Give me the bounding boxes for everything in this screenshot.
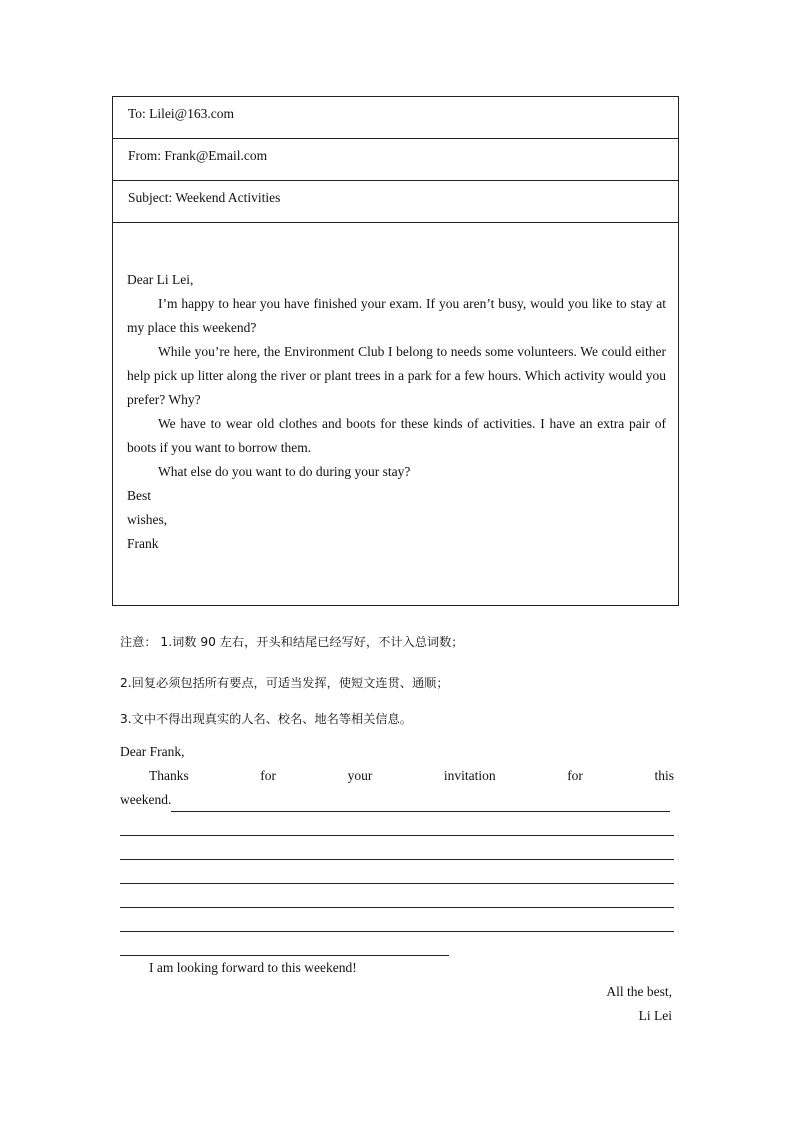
reply-word: Thanks xyxy=(149,768,189,783)
email-from-row xyxy=(113,139,678,181)
reply-word: invitation xyxy=(443,768,496,783)
reply-letter xyxy=(120,740,674,1028)
reply-first-line-start: weekend. xyxy=(120,792,172,807)
reply-word: your xyxy=(347,768,373,783)
answer-line[interactable] xyxy=(120,812,674,836)
email-signoff-line-2: wishes, xyxy=(127,512,168,527)
answer-line[interactable] xyxy=(120,908,674,932)
reply-signoff: All the best, xyxy=(606,984,672,999)
reply-signature: Li Lei xyxy=(638,1008,672,1023)
email-to: To: Lilei@163.com xyxy=(128,106,234,121)
email-paragraph: What else do you want to do during your stay? xyxy=(158,464,411,479)
email-signoff-line-1: Best xyxy=(127,488,152,503)
email-box xyxy=(112,96,679,606)
email-subject: Subject: Weekend Activities xyxy=(128,190,281,205)
instruction-2: 2.回复必须包括所有要点，可适当发挥，使短文连贯、通顺； xyxy=(120,676,449,690)
reply-closing-sentence: I am looking forward to this weekend! xyxy=(149,960,357,975)
reply-word: this xyxy=(654,768,674,783)
email-paragraph: I’m happy to hear you have finished your exam. If you aren’t busy, would you like to stay at my place this weekend? xyxy=(127,296,666,335)
answer-line-first[interactable] xyxy=(120,788,674,812)
answer-line[interactable] xyxy=(120,836,674,860)
email-paragraph: We have to wear old clothes and boots for these kinds of activities. I have an extra pair of boots if you want to borrow them. xyxy=(127,416,666,455)
email-paragraph: While you’re here, the Environment Club I belong to needs some volunteers. We could either help pick up litter along the river or plant trees in a park for a few hours. Which activity would you prefer? Why? xyxy=(127,344,666,407)
email-greeting: Dear Li Lei, xyxy=(127,272,194,287)
reply-opening-line xyxy=(120,764,674,788)
email-subject-row xyxy=(113,181,678,223)
reply-greeting: Dear Frank, xyxy=(120,744,185,759)
instruction-3: 3.文中不得出现真实的人名、校名、地名等相关信息。 xyxy=(120,712,412,726)
email-body xyxy=(113,223,678,556)
answer-line[interactable] xyxy=(120,860,674,884)
answer-line-last[interactable] xyxy=(120,932,449,956)
email-signature: Frank xyxy=(127,536,159,551)
email-from: From: Frank@Email.com xyxy=(128,148,268,163)
instruction-1: 注意： 1.词数 90 左右，开头和结尾已经写好，不计入总词数； xyxy=(120,635,464,649)
answer-line[interactable] xyxy=(120,884,674,908)
answer-underline[interactable] xyxy=(171,794,670,812)
email-to-row xyxy=(113,97,678,139)
reply-word: for xyxy=(567,768,583,783)
reply-word: for xyxy=(260,768,277,783)
